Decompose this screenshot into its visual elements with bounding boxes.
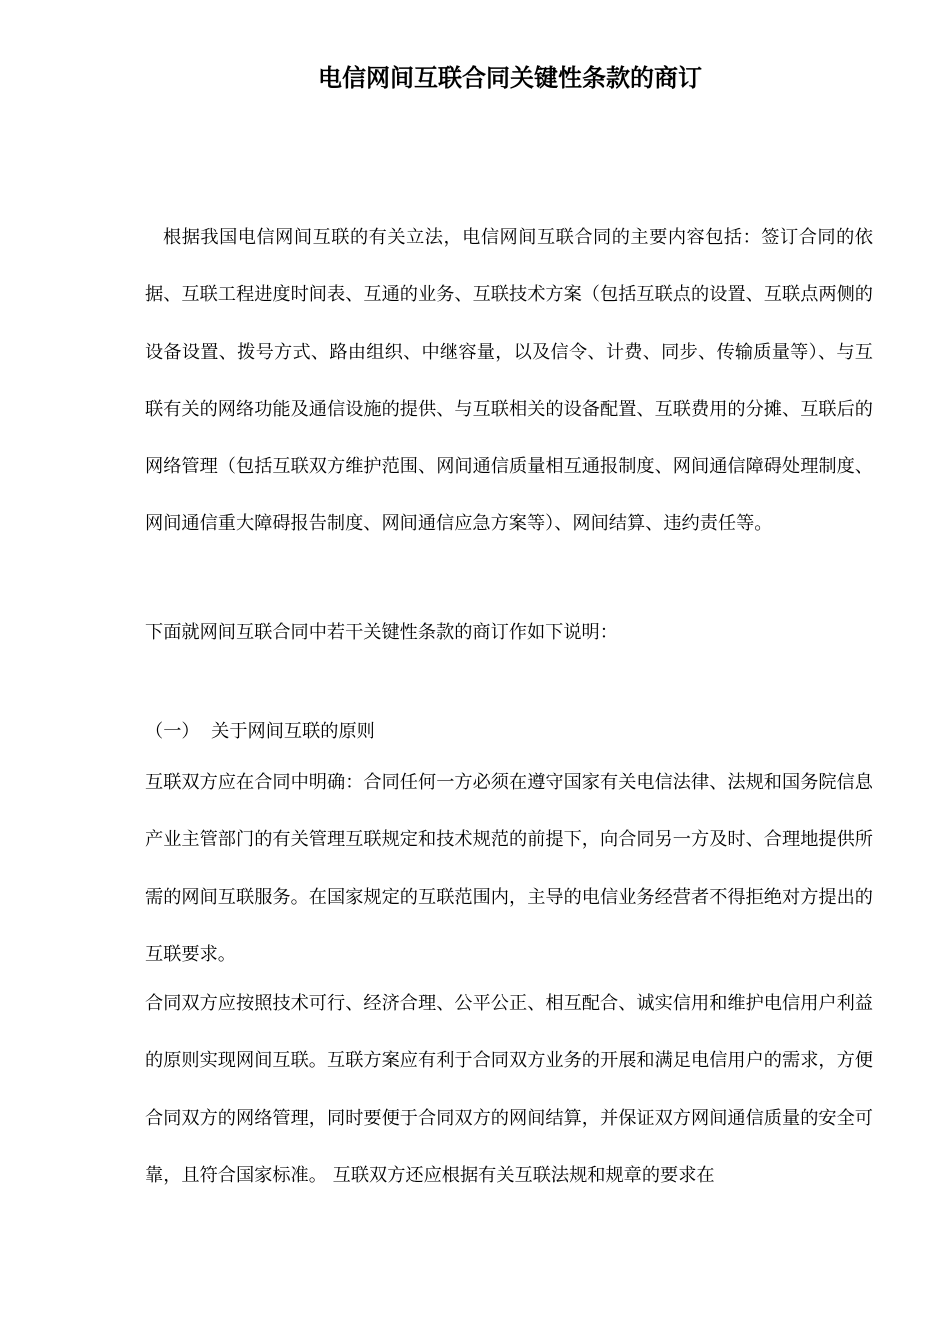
section-paragraph: 合同双方应按照技术可行、经济合理、公平公正、相互配合、诚实信用和维护电信用户利益的原则实现网间互联。互联方案应有利于合同双方业务的开展和满足电信用户的需求，方便合同双方的网络管理，同时要便于合同双方的网间结算，并保证双方网间通信质量的安全可靠，且符合国家标准。 互联双方还应根据有关互联法规和规章的要求在: [145, 993, 873, 1186]
section-paragraph: 互联双方应在合同中明确：合同任何一方必须在遵守国家有关电信法律、法规和国务院信息产业主管部门的有关管理互联规定和技术规范的前提下，向合同另一方及时、合理地提供所需的网间互联服务。在国家规定的互联范围内，主导的电信业务经营者不得拒绝对方提出的互联要求。: [145, 772, 873, 965]
intro-paragraph: 根据我国电信网间互联的有关立法，电信网间互联合同的主要内容包括：签订合同的依据、互联工程进度时间表、互通的业务、互联技术方案（包括互联点的设置、互联点两侧的设备设置、拨号方式、路由组织、中继容量，以及信令、计费、同步、传输质量等）、与互联有关的网络功能及通信设施的提供、与互联相关的设备配置、互联费用的分摊、互联后的网络管理（包括互联双方维护范围、网间通信质量相互通报制度、网间通信障碍处理制度、网间通信重大障碍报告制度、网间通信应急方案等）、网间结算、违约责任等。: [145, 227, 873, 535]
section-heading: （一） 关于网间互联的原则: [145, 721, 375, 742]
lead-paragraph: 下面就网间互联合同中若干关键性条款的商订作如下说明：: [145, 622, 618, 643]
document-title: 电信网间互联合同关键性条款的商订: [318, 63, 702, 92]
